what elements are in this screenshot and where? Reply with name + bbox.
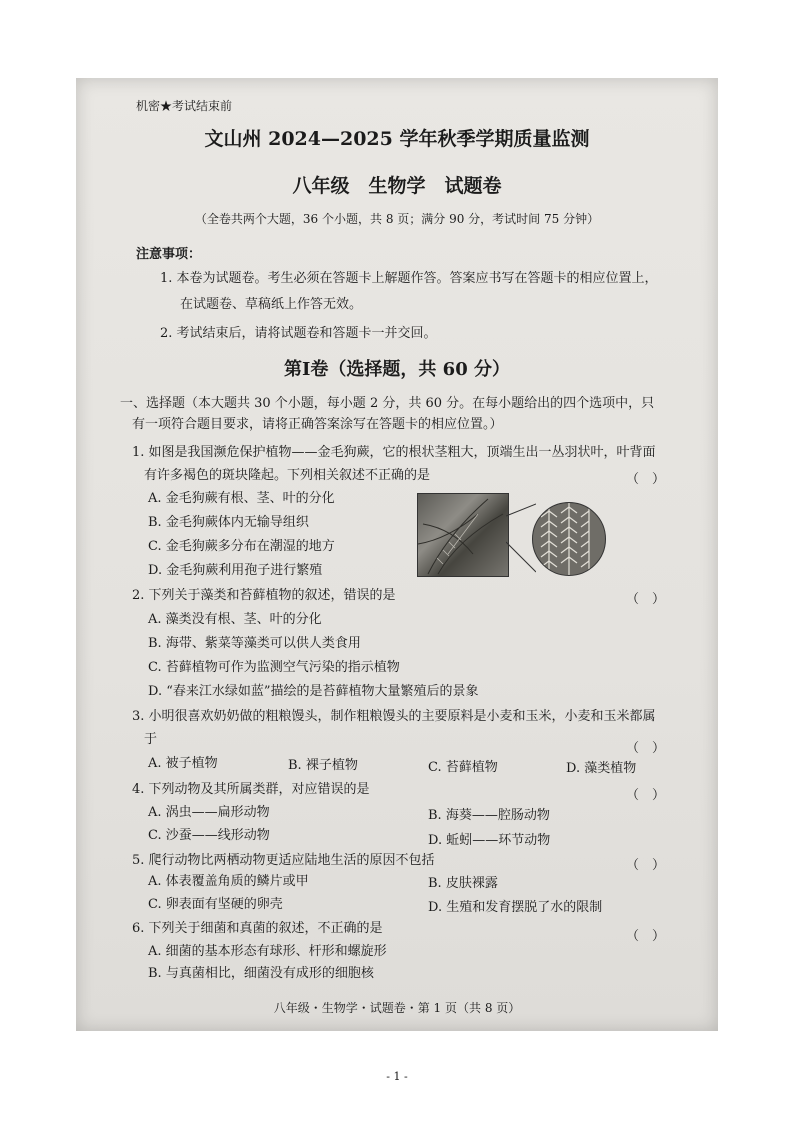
- question-2-stem: 2. 下列关于藻类和苔藓植物的叙述，错误的是: [132, 588, 396, 603]
- option: C. 苔藓植物: [428, 760, 498, 775]
- notes-heading: 注意事项：: [136, 247, 202, 262]
- part1-intro: 有一项符合题目要求，请将正确答案涂写在答题卡的相应位置。）: [132, 417, 503, 432]
- answer-paren: （ ）: [626, 929, 666, 944]
- option: D. 藻类植物: [566, 761, 637, 776]
- option: A. 藻类没有根、茎、叶的分化: [148, 612, 322, 627]
- answer-paren: （ ）: [626, 472, 666, 487]
- option: C. 金毛狗蕨多分布在潮湿的地方: [148, 539, 335, 554]
- question-3-stem: 于: [144, 732, 158, 747]
- option: A. 被子植物: [148, 756, 218, 771]
- answer-paren: （ ）: [626, 858, 666, 873]
- option: B. 与真菌相比，细菌没有成形的细胞核: [148, 966, 374, 981]
- page-footer: 八年级・生物学・试题卷・第 1 页（共 8 页）: [273, 1001, 521, 1015]
- exam-info: （全卷共两个大题，36 个小题，共 8 页；满分 90 分，考试时间 75 分钟）: [194, 212, 600, 226]
- note-line: 在试题卷、草稿纸上作答无效。: [180, 297, 363, 312]
- scanned-page: [76, 78, 718, 1031]
- question-6-stem: 6. 下列关于细菌和真菌的叙述，不正确的是: [132, 921, 383, 936]
- exam-subtitle: 八年级 生物学 试题卷: [292, 175, 502, 197]
- page-number: - 1 -: [386, 1070, 408, 1083]
- question-5-stem: 5. 爬行动物比两栖动物更适应陆地生活的原因不包括: [132, 853, 435, 868]
- answer-paren: （ ）: [626, 592, 666, 607]
- option: C. 卵表面有坚硬的卵壳: [148, 897, 283, 912]
- option: A. 金毛狗蕨有根、茎、叶的分化: [148, 491, 335, 506]
- fern-photo: [417, 493, 509, 577]
- option: A. 涡虫——扁形动物: [148, 805, 270, 820]
- answer-paren: （ ）: [626, 741, 666, 756]
- option: D. 生殖和发育摆脱了水的限制: [428, 900, 603, 915]
- option: B. 金毛狗蕨体内无输导组织: [148, 515, 309, 530]
- leaf-closeup-photo: [532, 502, 606, 576]
- option: B. 海带、紫菜等藻类可以供人类食用: [148, 636, 361, 651]
- question-1-stem: 有许多褐色的斑块隆起。下列相关叙述不正确的是: [144, 468, 431, 483]
- option: B. 皮肤裸露: [428, 876, 498, 891]
- note-line: 1. 本卷为试题卷。考生必须在答题卡上解题作答。答案应书写在答题卡的相应位置上，: [160, 271, 658, 286]
- option: C. 沙蚕——线形动物: [148, 828, 270, 843]
- question-3-stem: 3. 小明很喜欢奶奶做的粗粮馒头，制作粗粮馒头的主要原料是小麦和玉米，小麦和玉米都属: [132, 709, 656, 724]
- option: D. 蚯蚓——环节动物: [428, 833, 551, 848]
- option: C. 苔藓植物可作为监测空气污染的指示植物: [148, 660, 400, 675]
- option: B. 裸子植物: [288, 758, 358, 773]
- option: D. “春来江水绿如蓝”描绘的是苔藓植物大量繁殖后的景象: [148, 684, 479, 699]
- section-title: 第Ⅰ卷（选择题，共 60 分）: [283, 359, 510, 380]
- part1-intro: 一、选择题（本大题共 30 个小题，每小题 2 分，共 60 分。在每小题给出的四个选项中，只: [120, 396, 655, 411]
- question-4-stem: 4. 下列动物及其所属类群，对应错误的是: [132, 782, 370, 797]
- option: A. 细菌的基本形态有球形、杆形和螺旋形: [148, 944, 387, 959]
- confidential-label: 机密★考试结束前: [136, 99, 233, 113]
- option: B. 海葵——腔肠动物: [428, 808, 550, 823]
- question-1-stem: 1. 如图是我国濒危保护植物——金毛狗蕨，它的根状茎粗大，顶端生出一丛羽状叶，叶背面: [132, 445, 656, 460]
- option: D. 金毛狗蕨利用孢子进行繁殖: [148, 563, 323, 578]
- exam-title: 文山州 2024—2025 学年秋季学期质量监测: [204, 128, 590, 150]
- answer-paren: （ ）: [626, 788, 666, 803]
- note-line: 2. 考试结束后，请将试题卷和答题卡一并交回。: [160, 326, 437, 341]
- option: A. 体表覆盖角质的鳞片或甲: [148, 874, 309, 889]
